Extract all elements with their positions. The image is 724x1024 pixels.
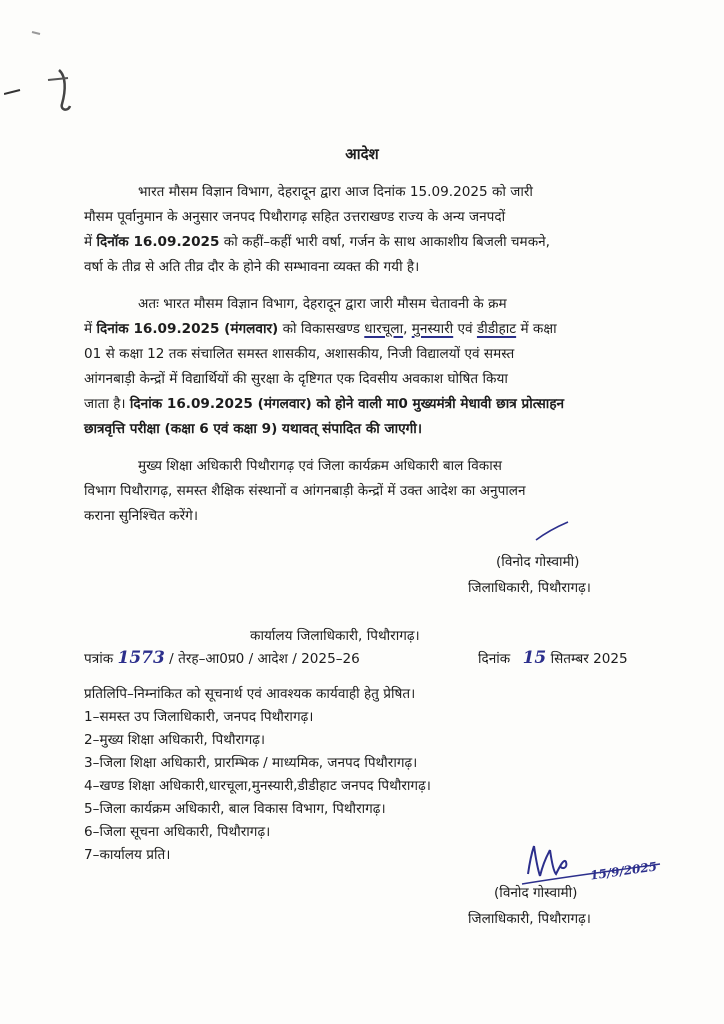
order-title: आदेश xyxy=(345,145,379,163)
reference-date: दिनांक 15 सितम्बर 2025 xyxy=(478,648,628,668)
block-munsyari: मुनस्यारी xyxy=(411,321,454,337)
list-item: 3–जिला शिक्षा अधिकारी, प्रारम्भिक / माध्यमिक, जनपद पिथौरागढ़। xyxy=(84,755,418,771)
order-paragraph-1: भारत मौसम विज्ञान विभाग, देहरादून द्वारा आज दिनांक 15.09.2025 को जारी मौसम पूर्वानुमान के अनुसार जनपद पिथौरागढ़ सहित उत्तराखण्ड राज्य के अन्य जनपदों में दिनॉक 16.09.2025 को कहीं–कहीं भारी वर्षा, गर्जन के साथ आकाशीय बिजली चमकने, वर्षा के तीव्र से अति तीव्र दौर के होने की सम्भावना व्यक्त की गयी है। xyxy=(84,184,550,275)
date-day-handwritten: 15 xyxy=(522,648,547,668)
list-item: 6–जिला सूचना अधिकारी, पिथौरागढ़। xyxy=(84,824,271,840)
list-item: 7–कार्यालय प्रति। xyxy=(84,847,171,863)
block-dharchula: धारचूला xyxy=(364,321,404,337)
copy-intro: प्रतिलिपि–निम्नांकित को सूचनार्थ एवं आवश्यक कार्यवाही हेतु प्रेषित। xyxy=(84,686,416,702)
order-paragraph-2: अतः भारत मौसम विज्ञान विभाग, देहरादून द्वारा जारी मौसम चेतावनी के क्रम में दिनांक 16.09.2025 (मंगलवार) को विकासखण्ड धारचूला, मुनस्यारी एवं डीडीहाट में कक्षा 01 से कक्षा 12 तक संचालित समस्त शासकीय, अशासकीय, निजी विद्यालयों एवं समस्त आंगनबाड़ी केन्द्रों में विद्यार्थियों की सुरक्षा के दृष्टिगत एक दिवसीय अवकाश घोषित किया जाता है। दिनांक 16.09.2025 (मंगलवार) को होने वाली मा0 मुख्यमंत्री मेधावी छात्र प्रोत्साहन छात्रवृत्ति परीक्षा (कक्षा 6 एवं कक्षा 9) यथावत् संपादित की जाएगी। xyxy=(84,296,565,437)
list-item: 5–जिला कार्यक्रम अधिकारी, बाल विकास विभाग, पिथौरागढ़। xyxy=(84,801,386,817)
block-didihat: डीडीहाट xyxy=(476,321,517,337)
copy-signatory xyxy=(468,880,591,932)
copy-recipient-list xyxy=(84,706,431,867)
signatory-name: (विनोद गोस्वामी) xyxy=(494,885,578,901)
list-item: 1–समस्त उप जिलाधिकारी, जनपद पिथौरागढ़। xyxy=(84,709,314,725)
signatory-name: (विनोद गोस्वामी) xyxy=(496,554,580,570)
order-signatory xyxy=(468,549,591,601)
signatory-designation: जिलाधिकारी, पिथौरागढ़। xyxy=(468,580,591,596)
reference-line: पत्रांक 1573 / तेरह–आ0प्र0 / आदेश / 2025–26 xyxy=(84,648,360,668)
list-item: 4–खण्ड शिक्षा अधिकारी,धारचूला,मुनस्यारी,डीडीहाट जनपद पिथौरागढ़। xyxy=(84,778,431,794)
office-name: कार्यालय जिलाधिकारी, पिथौरागढ़। xyxy=(250,628,420,644)
staple-mark xyxy=(4,28,84,118)
signature-tick-mark xyxy=(534,520,574,544)
signature-date-handwritten: 15/9/2025 xyxy=(589,859,658,883)
list-item: 2–मुख्य शिक्षा अधिकारी, पिथौरागढ़। xyxy=(84,732,266,748)
order-paragraph-3: मुख्य शिक्षा अधिकारी पिथौरागढ़ एवं जिला कार्यक्रम अधिकारी बाल विकास विभाग पिथौरागढ़, समस्त शैक्षिक संस्थानों व आंगनबाड़ी केन्द्रों में उक्त आदेश का अनुपालन कराना सुनिश्चित करेंगे। xyxy=(84,458,526,524)
reference-number-handwritten: 1573 xyxy=(117,648,165,668)
signatory-designation: जिलाधिकारी, पिथौरागढ़। xyxy=(468,911,591,927)
